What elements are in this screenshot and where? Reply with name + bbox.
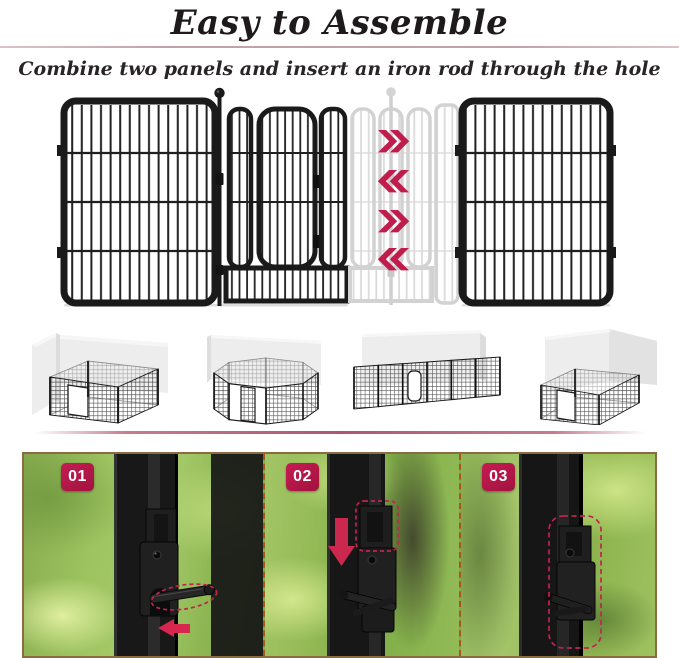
- latch-bracket: [140, 542, 178, 616]
- photo-separator: [263, 454, 265, 656]
- config-octagon-pen-icon: [185, 323, 337, 425]
- connector-lug: [455, 145, 462, 156]
- connector-lug: [609, 247, 616, 258]
- gate-bottom-rail: [226, 268, 347, 301]
- config-straight-barrier-icon: [348, 323, 506, 425]
- configuration-row: [0, 323, 679, 427]
- connector-lug: [609, 145, 616, 156]
- latch-steps-strip: [22, 452, 657, 658]
- pen-door: [241, 387, 255, 423]
- step-number-badge: 02: [286, 463, 319, 491]
- fence-panel-left: [57, 101, 215, 303]
- step-number-badge: 01: [61, 463, 94, 491]
- fence-panel-right: [455, 101, 616, 303]
- config-small-pen-icon: [517, 323, 657, 425]
- ghost-panels: [350, 87, 458, 305]
- step-photo-2: [265, 454, 459, 656]
- pen-door: [68, 385, 88, 417]
- latch-open-illustration: [24, 454, 263, 656]
- page-title: Easy to Assemble: [170, 3, 509, 43]
- latch-keeper: [559, 526, 591, 562]
- connector-lug: [455, 247, 462, 258]
- pen-door: [408, 371, 421, 401]
- step-photo-3: [461, 454, 655, 656]
- config-rectangle-pen-icon: [22, 323, 174, 425]
- step-photo-1: [24, 454, 263, 656]
- section-divider: [35, 431, 645, 434]
- header-divider: [0, 46, 679, 48]
- latch-keeper: [360, 506, 392, 548]
- pen-door: [557, 390, 575, 421]
- gate-door: [259, 109, 315, 267]
- assembly-illustration: [0, 85, 679, 317]
- step-number-badge: 03: [482, 463, 515, 491]
- connector-lug: [57, 247, 64, 258]
- gate-panel: [226, 109, 347, 301]
- subtitle: Combine two panels and insert an iron rod through the hole: [18, 58, 661, 80]
- photo-separator: [459, 454, 461, 656]
- connector-lug: [57, 145, 64, 156]
